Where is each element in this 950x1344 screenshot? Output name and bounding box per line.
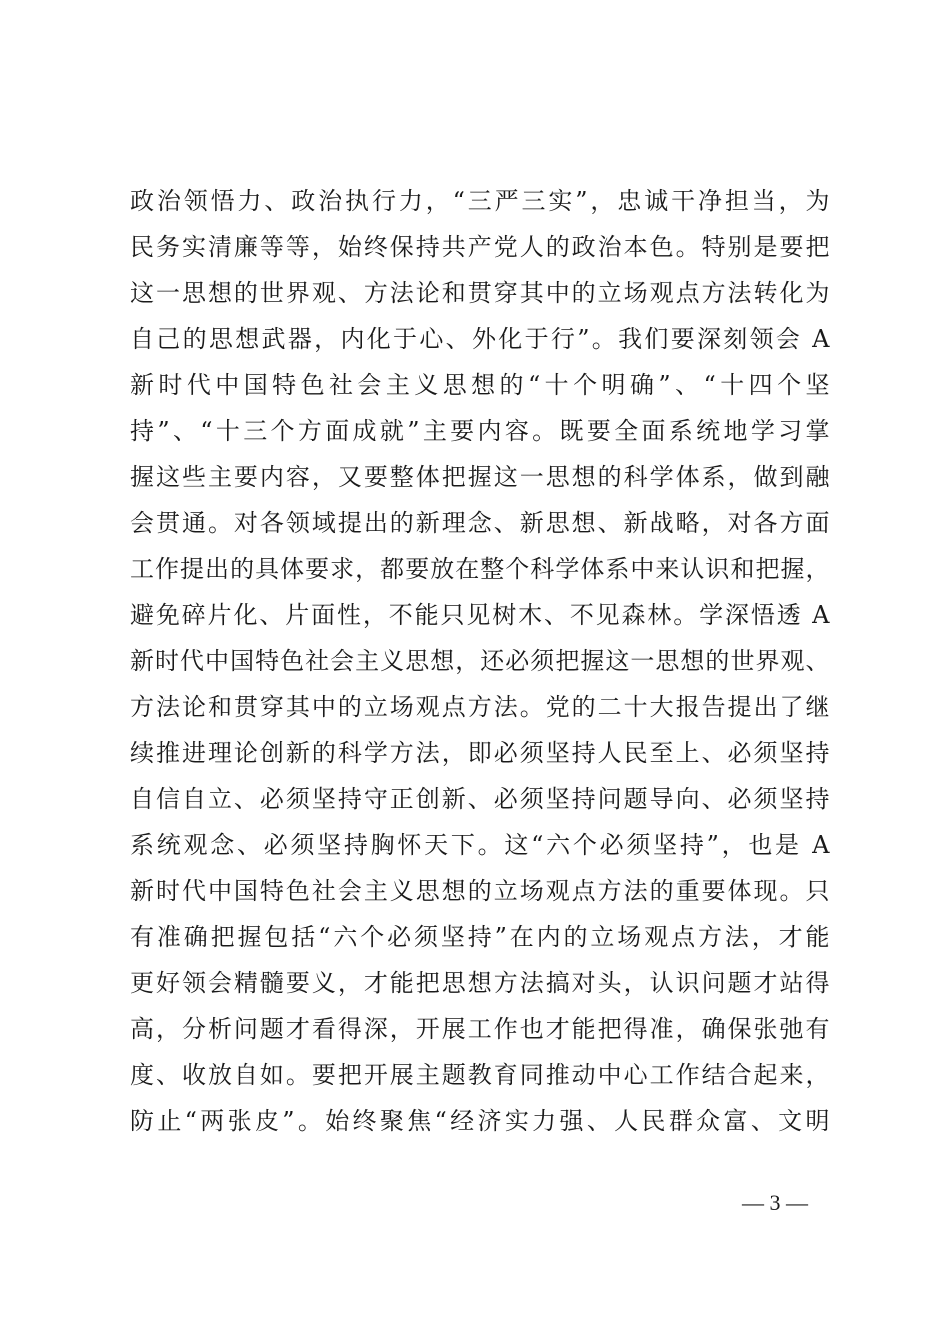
text-line: 新时代中国特色社会主义思想的立场观点方法的重要体现。只 [130,877,830,905]
text-line: 这一思想的世界观、方法论和贯穿其中的立场观点方法转化为 [130,279,830,307]
text-line: 自信自立、必须坚持守正创新、必须坚持问题导向、必须坚持 [130,785,830,813]
text-line: 防止“两张皮”。始终聚焦“经济实力强、人民群众富、文明 [130,1107,830,1135]
body-text [130,178,830,1144]
text-line: 民务实清廉等等，始终保持共产党人的政治本色。特别是要把 [130,233,830,261]
text-line: 政治领悟力、政治执行力，“三严三实”，忠诚干净担当，为 [130,187,830,215]
text-line: 新时代中国特色社会主义思想，还必须把握这一思想的世界观、 [130,647,830,675]
page-number: — 3 — [742,1190,808,1215]
text-line: 系统观念、必须坚持胸怀天下。这“六个必须坚持”，也是 A [130,831,830,859]
text-line: 高，分析问题才看得深，开展工作也才能把得准，确保张弛有 [130,1015,830,1043]
text-line: 握这些主要内容，又要整体把握这一思想的科学体系，做到融 [130,463,830,491]
text-line: 度、收放自如。要把开展主题教育同推动中心工作结合起来， [130,1061,830,1089]
text-line: 续推进理论创新的科学方法，即必须坚持人民至上、必须坚持 [130,739,830,767]
text-line: 会贯通。对各领域提出的新理念、新思想、新战略，对各方面 [130,509,830,537]
text-line: 自己的思想武器，内化于心、外化于行”。我们要深刻领会 A [130,325,830,353]
text-line: 工作提出的具体要求，都要放在整个科学体系中来认识和把握， [130,555,830,583]
text-line: 避免碎片化、片面性，不能只见树木、不见森林。学深悟透 A [130,601,830,629]
text-line: 有准确把握包括“六个必须坚持”在内的立场观点方法，才能 [130,923,830,951]
text-line: 方法论和贯穿其中的立场观点方法。党的二十大报告提出了继 [130,693,830,721]
text-line: 更好领会精髓要义，才能把思想方法搞对头，认识问题才站得 [130,969,830,997]
text-line: 持”、“十三个方面成就”主要内容。既要全面系统地学习掌 [130,417,830,445]
text-line: 新时代中国特色社会主义思想的“十个明确”、“十四个坚 [130,371,830,399]
